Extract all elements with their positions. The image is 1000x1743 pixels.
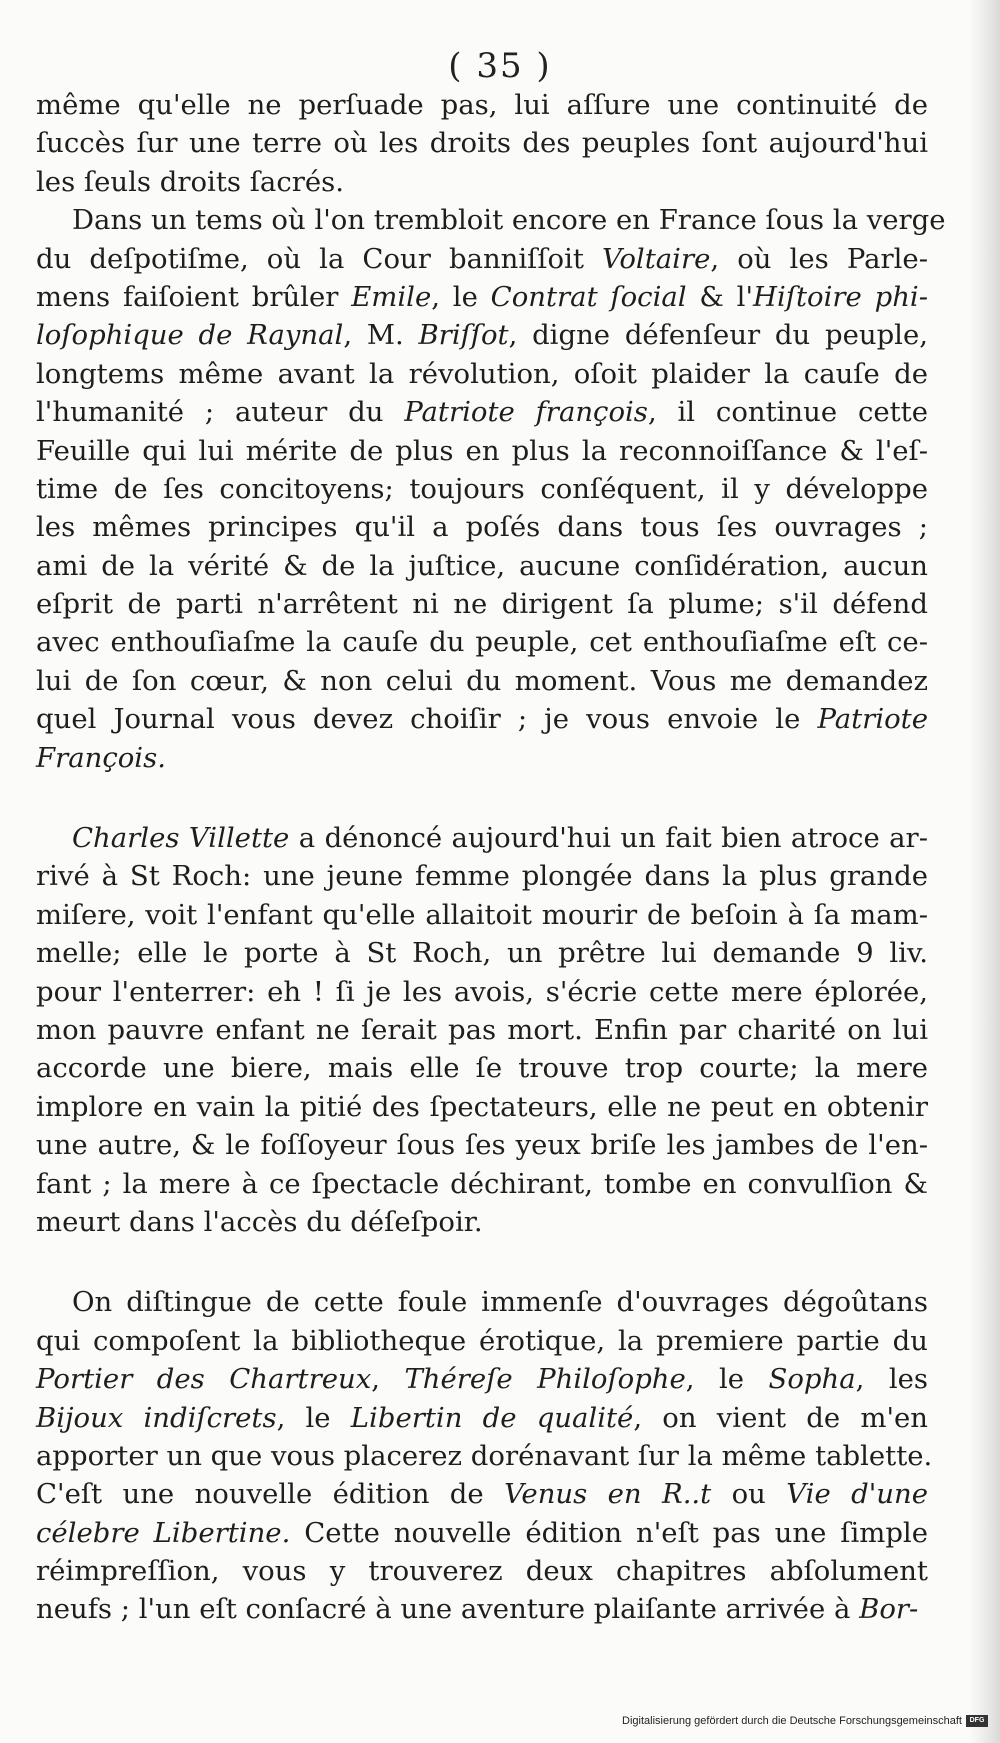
text-line [36,201,946,239]
text-line [36,1590,928,1628]
text-run: melle; elle le porte à St Roch, un prêtre lui demande 9 liv. [36,937,928,970]
text-run: , [371,1363,405,1396]
credit-text: Digitalisierung gefördert durch die Deutsche Forschungsgemeinschaft [622,1715,962,1727]
text-line [36,1049,928,1087]
text-run: du deſpotiſme, où la Cour banniſſoit [36,242,603,275]
italic-text: Hiſtoire phi- [753,280,929,313]
text-run: avec enthouſiaſme la cauſe du peuple, cet enthouſiaſme eſt ce- [36,626,928,659]
text-line [36,432,928,470]
text-run: l'humanité ; auteur du [36,396,405,429]
italic-text: Charles Villette [72,822,290,855]
paragraph [36,201,946,777]
text-line [36,623,928,661]
text-line [36,1203,928,1241]
text-run: pour l'enterrer: eh ! ſi je les avois, s'écrie cette mere éplorée, [36,975,928,1008]
text-line [36,1360,928,1398]
italic-text: Venus en R..t [504,1478,712,1511]
body-text [36,86,946,1629]
text-run: lui de ſon cœur, & non celui du moment. Vous me demandez [36,664,928,697]
italic-text: Vie d'une [786,1478,928,1511]
text-line [36,278,928,316]
text-line [36,1399,928,1437]
text-line [36,1283,928,1321]
text-line [36,86,928,124]
text-line [36,1475,928,1513]
italic-text: Patriote [817,703,928,736]
text-run: Feuille qui lui mérite de plus en plus la reconnoiſſance & l'eſ- [36,434,928,467]
text-line [36,393,928,431]
text-run: qui compoſent la bibliotheque érotique, la premiere partie du [36,1324,928,1357]
page-spine-shadow [970,0,1000,1743]
text-line [36,1011,928,1049]
text-run: quel Journal vous devez choiſir ; je vous envoie le [36,703,818,736]
italic-text: Bijoux indiſcrets [36,1401,277,1434]
text-run: miſere, voit l'enfant qu'elle allaitoit mourir de beſoin à ſa mam- [36,898,928,931]
paragraph [36,86,928,201]
paragraph [36,819,928,1241]
text-line [36,470,928,508]
digitization-credit [622,1715,988,1727]
text-line [36,585,928,623]
text-line [36,355,928,393]
text-run: apporter un que vous placerez dorénavant ſur la même tablette. [36,1439,933,1472]
text-run: rivé à St Roch: une jeune femme plongée dans la plus grande [36,860,928,893]
text-run: , où les Parle- [710,242,928,275]
text-run: & l' [686,280,754,313]
text-run: On diſtingue de cette foule immenſe d'ouvrages dégoûtans [72,1286,928,1319]
text-run: , les [855,1363,928,1396]
text-line [36,1165,928,1203]
italic-text: Briſſot [418,319,509,352]
text-run: eſprit de parti n'arrêtent ni ne dirigent ſa plume; s'il défend [36,588,928,621]
text-run: les mêmes principes qu'il a poſés dans tous ſes ouvrages ; [36,511,928,544]
text-run: , il continue cette [647,396,929,429]
text-line [36,700,928,738]
text-line [36,739,928,777]
text-run: C'eſt une nouvelle édition de [36,1478,505,1511]
italic-text: Bor- [859,1593,919,1626]
paragraph [36,1283,933,1629]
text-line [36,934,928,972]
text-run: meurt dans l'accès du déſeſpoir. [36,1205,483,1238]
text-line [36,508,928,546]
italic-text: Libertin de qualité [350,1401,634,1434]
italic-text: Théreſe Philoſophe [404,1363,686,1396]
italic-text: Emile [351,280,432,313]
text-run: , M. [343,319,419,352]
text-line [36,857,928,895]
text-line [36,1514,928,1552]
text-run: , le [276,1401,351,1434]
text-run: Cette nouvelle édition n'eſt pas une ſimple [290,1516,928,1549]
italic-text: célebre Libertine. [36,1516,291,1549]
text-run: une autre, & le foſſoyeur ſous ſes yeux briſe les jambes de l'en- [36,1129,928,1162]
italic-text: François. [36,741,166,774]
text-run: les ſeuls droits ſacrés. [36,165,344,198]
text-line [36,1322,928,1360]
italic-text: Voltaire [602,242,711,275]
text-line [36,124,928,162]
text-run: implore en vain la pitié des ſpectateurs, elle ne peut en obtenir [36,1090,928,1123]
text-run: longtems même avant la révolution, oſoit plaider la cauſe de [36,357,928,390]
italic-text: loſophique de Raynal [36,319,344,352]
text-run: , on vient de m'en [633,1401,929,1434]
text-run: réimpreſſion, vous y trouverez deux chapitres abſolument [36,1555,928,1588]
text-line [36,973,928,1011]
text-line [36,896,928,934]
text-line [36,1437,933,1475]
text-run: , le [685,1363,769,1396]
page-number: ( 35 ) [448,46,552,86]
text-line [36,819,928,857]
text-run: mon pauvre enfant ne ſerait pas mort. Enfin par charité on lui [36,1013,928,1046]
text-line [36,316,928,354]
text-run: même qu'elle ne perſuade pas, lui aſſure une continuité de [36,89,928,121]
italic-text: Portier des Chartreux [36,1363,372,1396]
text-line [36,1552,928,1590]
text-run: neufs ; l'un eſt conſacré à une aventure plaiſante arrivée à [36,1593,860,1626]
text-run: ami de la vérité & de la juſtice, aucune conſidération, aucun [36,549,928,582]
text-run: a dénoncé aujourd'hui un fait bien atroce ar- [289,822,928,855]
text-run: , le [431,280,491,313]
italic-text: Patriote françois [404,396,648,429]
text-run: time de ſes concitoyens; toujours conſéquent, il y développe [36,472,928,505]
text-line [36,240,928,278]
text-line [36,1088,928,1126]
text-run: mens faiſoient brûler [36,280,352,313]
text-line [36,662,928,700]
text-run: accorde une biere, mais elle ſe trouve trop courte; la mere [36,1052,928,1085]
text-line [36,547,928,585]
text-run: ou [711,1478,787,1511]
text-run: , digne défenſeur du peuple, [508,319,928,352]
text-run: ſuccès ſur une terre où les droits des peuples ſont aujourd'hui [36,127,928,160]
italic-text: Sopha [768,1363,856,1396]
text-line [36,1126,928,1164]
text-run: Dans un tems où l'on trembloit encore en France ſous la verge [72,204,946,237]
dfg-logo-icon: DFG [966,1715,988,1727]
italic-text: Contrat ſocial [490,280,687,313]
paragraph-gap [36,777,928,819]
text-run: fant ; la mere à ce ſpectacle déchirant, tombe en convulſion & [36,1167,928,1200]
paragraph-gap [36,1241,928,1283]
text-line [36,163,928,201]
